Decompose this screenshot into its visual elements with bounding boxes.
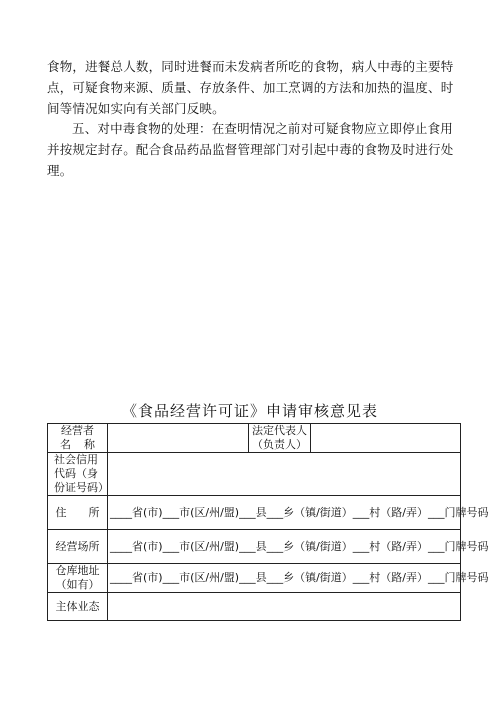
residence-address-field[interactable]: ____省(市)___市(区/州/盟)___县___乡（镇/街道）___村（路/弄）___门牌号码 [108,496,461,530]
operator-label-line1: 经营者 [61,424,94,437]
legal-representative-label [249,424,311,453]
row-residence [48,496,461,530]
row-warehouse [48,564,461,593]
row-business-type [48,593,461,621]
application-review-form [47,423,489,621]
business-type-field[interactable] [108,593,461,621]
business-place-address-field[interactable]: ____省(市)___市(区/州/盟)___县___乡（镇/街道）___村（路/弄）___门牌号码 [108,530,461,564]
business-place-label: 经营场所 [48,530,108,564]
operator-label-title-char: 称 [84,438,95,451]
row-credit-code [48,453,461,496]
paragraph-poisoned-food-handling: 五、对中毒食物的处理：在查明情况之前对可疑食物应立即停止食用并按规定封存。配合食品药品监督管理部门对引起中毒的食物及时进行处理。 [47,121,454,178]
business-type-label: 主体业态 [48,593,108,621]
legal-representative-field[interactable] [311,424,461,453]
paragraph-food-poisoning-info: 食物，进餐总人数，同时进餐而未发病者所吃的食物，病人中毒的主要特点，可疑食物来源、质量、存放条件、加工烹调的方法和加热的温度、时间等情况如实向有关部门反映。 [47,59,454,116]
form-title: 《食品经营许可证》申请审核意见表 [121,402,378,420]
operator-name-label [48,424,108,453]
operator-name-field[interactable] [108,424,249,453]
legal-rep-line2: （负责人） [252,438,307,451]
row-operator [48,424,461,453]
row-business-place [48,530,461,564]
residence-label: 住 所 [48,496,108,530]
operator-label-line2 [50,438,105,452]
operator-label-name-char: 名 [60,438,71,451]
legal-rep-line1: 法定代表人 [252,424,307,437]
credit-code-label: 社会信用代码（身份证号码） [48,453,108,496]
warehouse-address-field[interactable]: ____省(市)___市(区/州/盟)___县___乡（镇/街道）___村（路/弄）___门牌号码 [108,564,461,593]
credit-code-field[interactable] [108,453,461,496]
warehouse-label: 仓库地址（如有） [48,564,108,593]
